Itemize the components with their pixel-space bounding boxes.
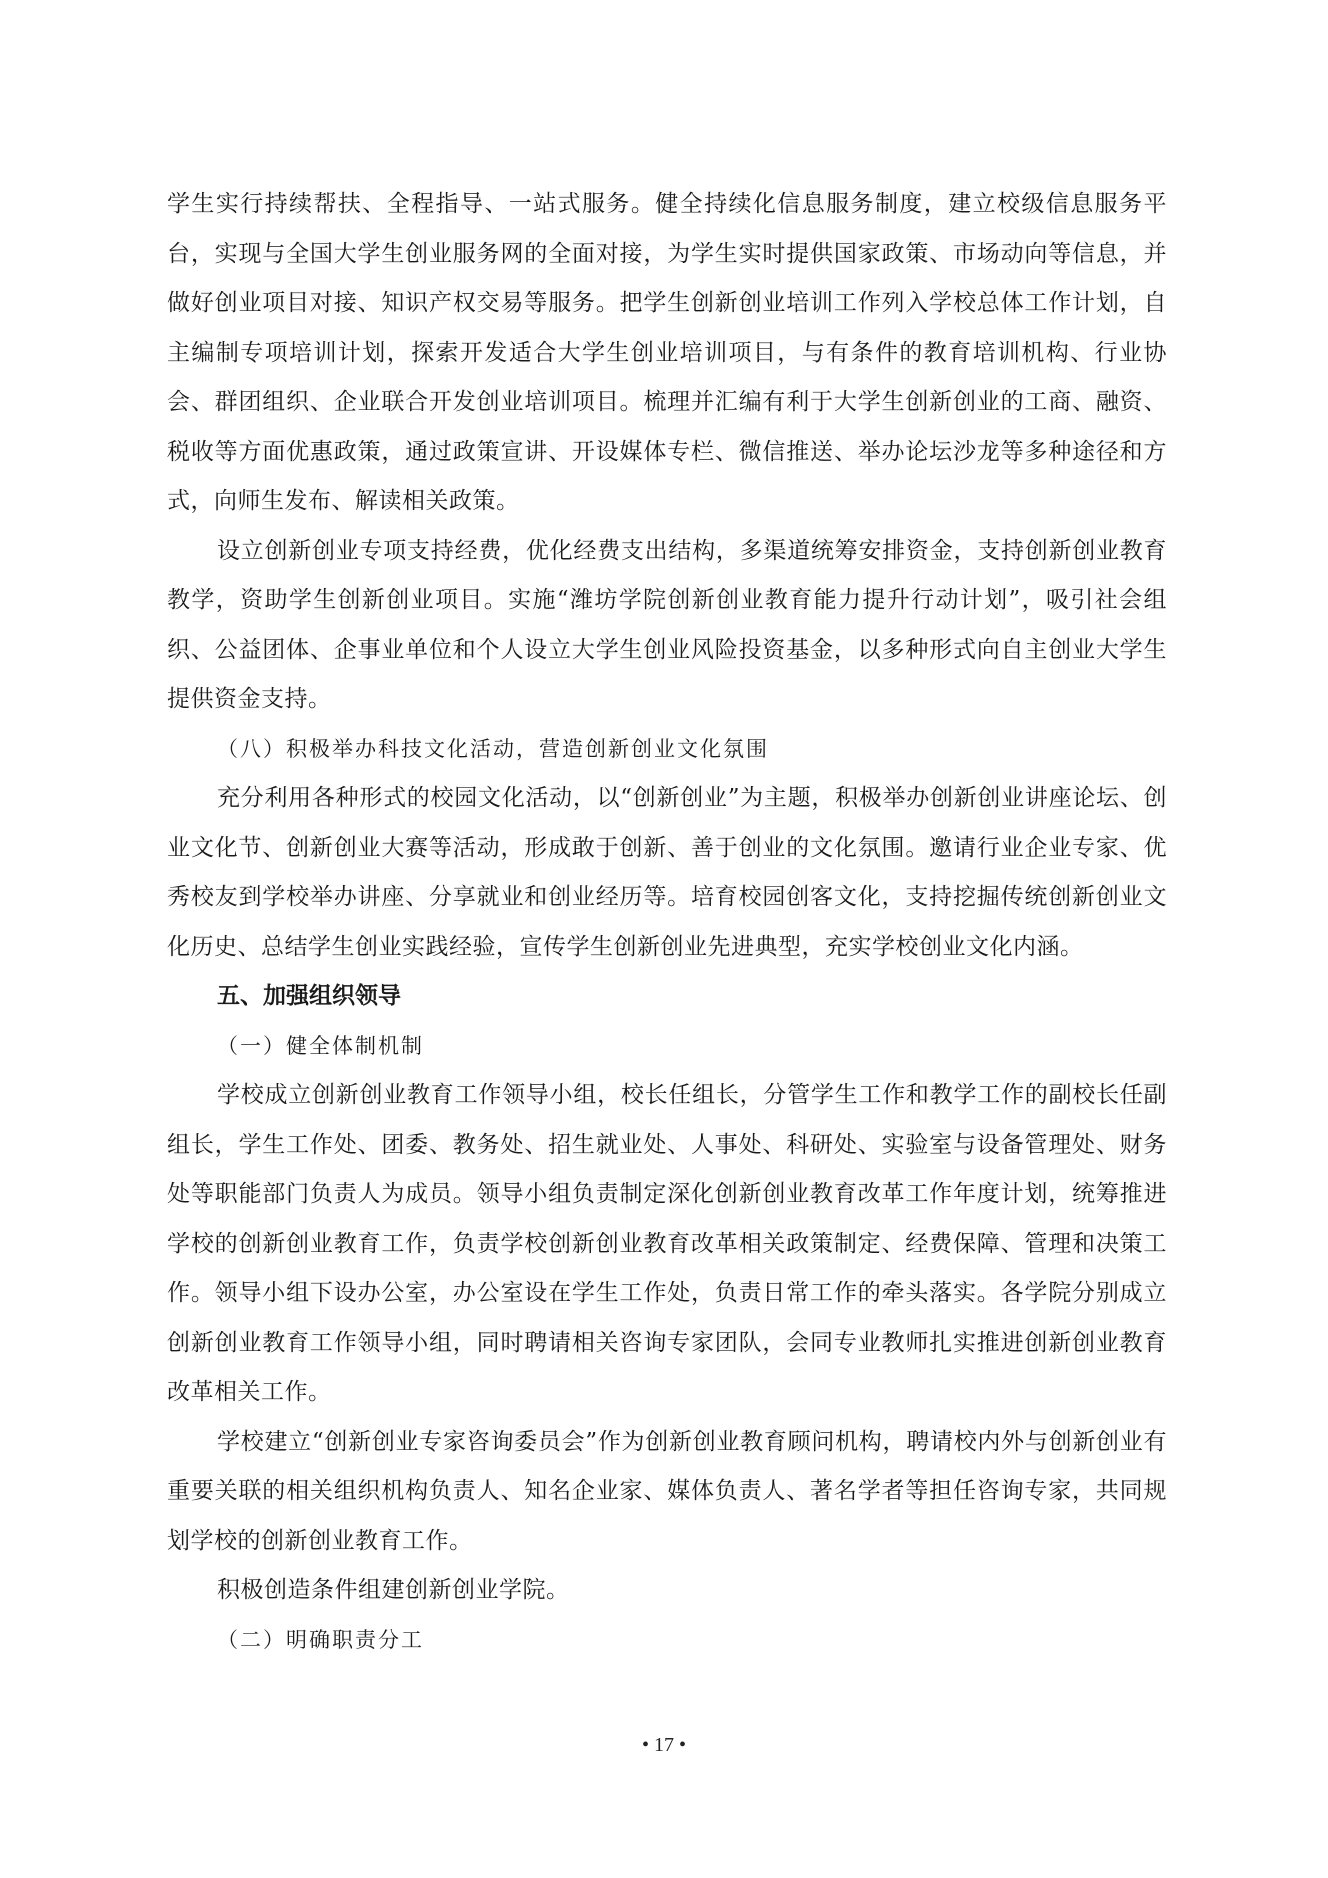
paragraph-entrepreneurship-services: 学生实行持续帮扶、全程指导、一站式服务。健全持续化信息服务制度，建立校级信息服务平台，实现与全国大学生创业服务网的全面对接，为学生实时提供国家政策、市场动向等信息，并做好创业项目对接、知识产权交易等服务。把学生创新创业培训工作列入学校总体工作计划，自主编制专项培训计划，探索开发适合大学生创业培训项目，与有条件的教育培训机构、行业协会、群团组织、企业联合开发创业培训项目。梳理并汇编有利于大学生创新创业的工商、融资、税收等方面优惠政策，通过政策宣讲、开设媒体专栏、微信推送、举办论坛沙龙等多种途径和方式，向师生发布、解读相关政策。: [167, 191, 1167, 514]
paragraph-innovation-college: 积极创造条件组建创新创业学院。: [217, 1577, 570, 1603]
document-body: [167, 180, 1167, 1665]
paragraph-campus-culture: 充分利用各种形式的校园文化活动，以“创新创业”为主题，积极举办创新创业讲座论坛、创业文化节、创新创业大赛等活动，形成敢于创新、善于创业的文化氛围。邀请行业企业专家、优秀校友到学校举办讲座、分享就业和创业经历等。培育校园创客文化，支持挖掘传统创新创业文化历史、总结学生创业实践经验，宣传学生创新创业先进典型，充实学校创业文化内涵。: [167, 785, 1167, 960]
subheading-system-mechanism: （一）健全体制机制: [217, 1033, 424, 1058]
paragraph-expert-committee: 学校建立“创新创业专家咨询委员会”作为创新创业教育顾问机构，聘请校内外与创新创业有重要关联的相关组织机构负责人、知名企业家、媒体负责人、著名学者等担任咨询专家，共同规划学校的创新创业教育工作。: [167, 1428, 1167, 1554]
subheading-responsibilities: （二）明确职责分工: [217, 1627, 424, 1652]
paragraph-funding-support: 设立创新创业专项支持经费，优化经费支出结构，多渠道统筹安排资金，支持创新创业教育教学，资助学生创新创业项目。实施“潍坊学院创新创业教育能力提升行动计划”，吸引社会组织、公益团体、企事业单位和个人设立大学生创业风险投资基金，以多种形式向自主创业大学生提供资金支持。: [167, 537, 1167, 712]
page-number: • 17 •: [641, 1734, 686, 1756]
paragraph-leadership-group: 学校成立创新创业教育工作领导小组，校长任组长，分管学生工作和教学工作的副校长任副组长，学生工作处、团委、教务处、招生就业处、人事处、科研处、实验室与设备管理处、财务处等职能部门负责人为成员。领导小组负责制定深化创新创业教育改革工作年度计划，统筹推进学校的创新创业教育工作，负责学校创新创业教育改革相关政策制定、经费保障、管理和决策工作。领导小组下设办公室，办公室设在学生工作处，负责日常工作的牵头落实。各学院分别成立创新创业教育工作领导小组，同时聘请相关咨询专家团队，会同专业教师扎实推进创新创业教育改革相关工作。: [167, 1082, 1167, 1405]
subheading-culture-activities: （八）积极举办科技文化活动，营造创新创业文化氛围: [217, 736, 769, 761]
section-heading-organization: 五、加强组织领导: [217, 983, 401, 1009]
